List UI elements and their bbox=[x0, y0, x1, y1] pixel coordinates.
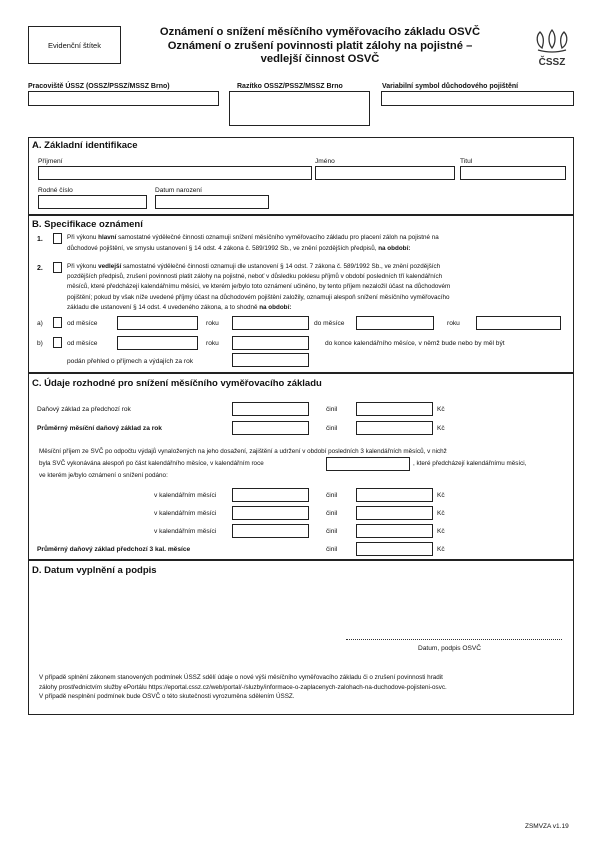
month-1-currency: Kč bbox=[437, 492, 445, 499]
month-1-amount-input[interactable] bbox=[356, 488, 433, 502]
month-3-made-label: činil bbox=[326, 528, 338, 535]
info-line-1: V případě splnění zákonem stanovených podmínek ÚSSZ sdělí údaje o nové výši měsíčního vyměřovacího základu či o zrušení povinnosti hradit bbox=[39, 674, 443, 681]
avg-base-currency: Kč bbox=[437, 425, 445, 432]
row-a-to-year-label: roku bbox=[447, 320, 460, 327]
form-code: ZSMVZA v1.19 bbox=[525, 823, 569, 830]
avg-base-label: Průměrný měsíční daňový základ za rok bbox=[37, 425, 162, 432]
item2-number: 2. bbox=[37, 265, 43, 272]
month-1-made-label: činil bbox=[326, 492, 338, 499]
tax-base-amount-input[interactable] bbox=[356, 402, 433, 416]
row-a-label: a) bbox=[37, 320, 43, 327]
symbol-label: Variabilní symbol důchodového pojištění bbox=[382, 83, 519, 90]
cssz-logo-icon bbox=[530, 28, 574, 54]
income-year-input[interactable] bbox=[326, 457, 410, 471]
item1-text: Při výkonu hlavní samostatné výdělečné činnosti oznamuji snížení měsíčního vyměřovacího základu pro placení záloh na pojistné na důchodové pojištění, ve smyslu ustanovení § 14 odst. 4 zákona č. 589/1992 Sb., ve znění pozdějších předpisů, na období: bbox=[67, 234, 439, 252]
birth-number-label: Rodné číslo bbox=[38, 187, 73, 194]
row-b-checkbox[interactable] bbox=[53, 337, 62, 348]
degree-input[interactable] bbox=[460, 166, 566, 180]
row-a-from-label: od měsíce bbox=[67, 320, 98, 327]
degree-label: Titul bbox=[460, 158, 473, 165]
name-label: Jméno bbox=[315, 158, 335, 165]
row-b-to-end-label: do konce kalendářního měsíce, v němž bude nebo by měl být bbox=[325, 340, 505, 347]
title-line-3: vedlejší činnost OSVČ bbox=[260, 53, 380, 65]
month-3-label: v kalendářním měsíci bbox=[154, 528, 217, 535]
avg3-label: Průměrný daňový základ předchozí 3 kal. měsíce bbox=[37, 546, 191, 553]
signature-label: Datum, podpis OSVČ bbox=[418, 645, 482, 652]
stamp-box[interactable] bbox=[229, 91, 370, 126]
avg3-currency: Kč bbox=[437, 546, 445, 553]
month-2-currency: Kč bbox=[437, 510, 445, 517]
info-line-3: V případě nesplnění podmínek bude OSVČ o této skutečnosti vyrozuměna sdělením ÚSSZ. bbox=[39, 693, 295, 701]
birth-number-input[interactable] bbox=[38, 195, 147, 209]
title-line-1: Oznámení o snížení měsíčního vyměřovacího základu OSVČ bbox=[159, 26, 481, 38]
signature-line[interactable] bbox=[346, 639, 562, 640]
overview-year-input[interactable] bbox=[232, 353, 309, 367]
row-a-year-label: roku bbox=[206, 320, 219, 327]
section-d-title: D. Datum vyplnění a podpis bbox=[32, 565, 157, 576]
birth-date-input[interactable] bbox=[155, 195, 269, 209]
month-2-label: v kalendářním měsíci bbox=[154, 510, 217, 517]
month-1-label: v kalendářním měsíci bbox=[154, 492, 217, 499]
income-text-4: ve kterém je/bylo oznámení o snížení podáno: bbox=[39, 472, 168, 479]
row-b-from-month-input[interactable] bbox=[117, 336, 198, 350]
tax-base-year-input[interactable] bbox=[232, 402, 309, 416]
tax-base-label: Daňový základ za předchozí rok bbox=[37, 406, 131, 413]
surname-label: Příjmení bbox=[38, 158, 63, 165]
row-b-year-label: roku bbox=[206, 340, 219, 347]
item1-number: 1. bbox=[37, 236, 43, 243]
title-line-2: Oznámení o zrušení povinnosti platit zálohy na pojistné – bbox=[167, 39, 473, 52]
income-text-1: Měsíční příjem ze SVČ po odpočtu výdajů vynaložených na jeho dosažení, zajištění a udržení v období posledních 3 kalendářních měsíců, v nichž bbox=[39, 448, 447, 455]
overview-label: podán přehled o příjmech a výdajích za rok bbox=[67, 358, 194, 365]
surname-input[interactable] bbox=[38, 166, 312, 180]
month-3-currency: Kč bbox=[437, 528, 445, 535]
avg-base-made-label: činil bbox=[326, 425, 338, 432]
evidence-label: Evidenční štítek bbox=[48, 41, 101, 50]
name-input[interactable] bbox=[315, 166, 455, 180]
row-a-to-month-input[interactable] bbox=[356, 316, 434, 330]
cssz-logo bbox=[530, 28, 574, 68]
row-a-checkbox[interactable] bbox=[53, 317, 62, 328]
row-b-from-label: od měsíce bbox=[67, 340, 98, 347]
tax-base-currency: Kč bbox=[437, 406, 445, 413]
symbol-input[interactable] bbox=[381, 91, 574, 106]
row-b-year-input[interactable] bbox=[232, 336, 309, 350]
month-3-amount-input[interactable] bbox=[356, 524, 433, 538]
birth-date-label: Datum narození bbox=[155, 187, 202, 194]
income-text-3: , které předcházejí kalendářnímu měsíci, bbox=[413, 460, 527, 467]
row-a-from-month-input[interactable] bbox=[117, 316, 198, 330]
row-b-label: b) bbox=[37, 340, 43, 347]
tax-base-made-label: činil bbox=[326, 406, 338, 413]
month-1-input[interactable] bbox=[232, 488, 309, 502]
income-text-2: byla SVČ vykonávána alespoň po část kalendářního měsíce, v kalendářním roce bbox=[39, 460, 264, 467]
month-2-input[interactable] bbox=[232, 506, 309, 520]
logo-text: ČSSZ bbox=[538, 57, 566, 68]
avg-base-amount-input[interactable] bbox=[356, 421, 433, 435]
section-b-title: B. Specifikace oznámení bbox=[32, 219, 143, 230]
row-a-to-label: do měsíce bbox=[314, 320, 345, 327]
item2-text: Při výkonu vedlejší samostatné výdělečné činnosti oznamuji dle ustanovení § 14 odst. 7 zákona č. 589/1992 Sb., ve znění pozdějších pozdějších předpisů, zrušení povinnosti platit zálohy na pojistné, neboť v důsledku poklesu příjmů v období posledních tří kalendářních měsíců, které předcházejí kalendářnímu měsíci, ve kterém je/bylo toto oznámení učiněno, by tento příjem nezaložil účast na důchodovém pojištění; pokud by však níže uvedené příjmy účast na důchodovém pojištění založily, oznamuji alespoň snížení měsíčního vyměřovacího základu dle ustanovení § 14 odst. 4 uvedeného zákona, a to shodně na období: bbox=[67, 263, 451, 311]
month-2-amount-input[interactable] bbox=[356, 506, 433, 520]
workplace-label: Pracoviště ÚSSZ (OSSZ/PSSZ/MSSZ Brno) bbox=[28, 83, 170, 90]
section-a-title: A. Základní identifikace bbox=[32, 140, 138, 151]
month-3-input[interactable] bbox=[232, 524, 309, 538]
avg-base-year-input[interactable] bbox=[232, 421, 309, 435]
form-title bbox=[122, 26, 518, 67]
stamp-label: Razítko OSSZ/PSSZ/MSSZ Brno bbox=[237, 83, 343, 90]
item1-checkbox[interactable] bbox=[53, 233, 62, 244]
info-text bbox=[39, 673, 579, 702]
info-line-2: zálohy prostřednictvím služby ePortálu https://eportal.cssz.cz/web/portal/-/sluzby/informace-o-zaplacenych-zalohach-na-duchodove-pojisteni-osvc. bbox=[39, 683, 447, 691]
avg3-amount-input[interactable] bbox=[356, 542, 433, 556]
section-c-title: C. Údaje rozhodné pro snížení měsíčního vyměřovacího základu bbox=[32, 378, 322, 389]
avg3-made-label: činil bbox=[326, 546, 338, 553]
evidence-label-box bbox=[28, 26, 121, 64]
row-a-to-year-input[interactable] bbox=[476, 316, 561, 330]
month-2-made-label: činil bbox=[326, 510, 338, 517]
workplace-input[interactable] bbox=[28, 91, 219, 106]
item2-checkbox[interactable] bbox=[53, 262, 62, 273]
row-a-year-input[interactable] bbox=[232, 316, 309, 330]
